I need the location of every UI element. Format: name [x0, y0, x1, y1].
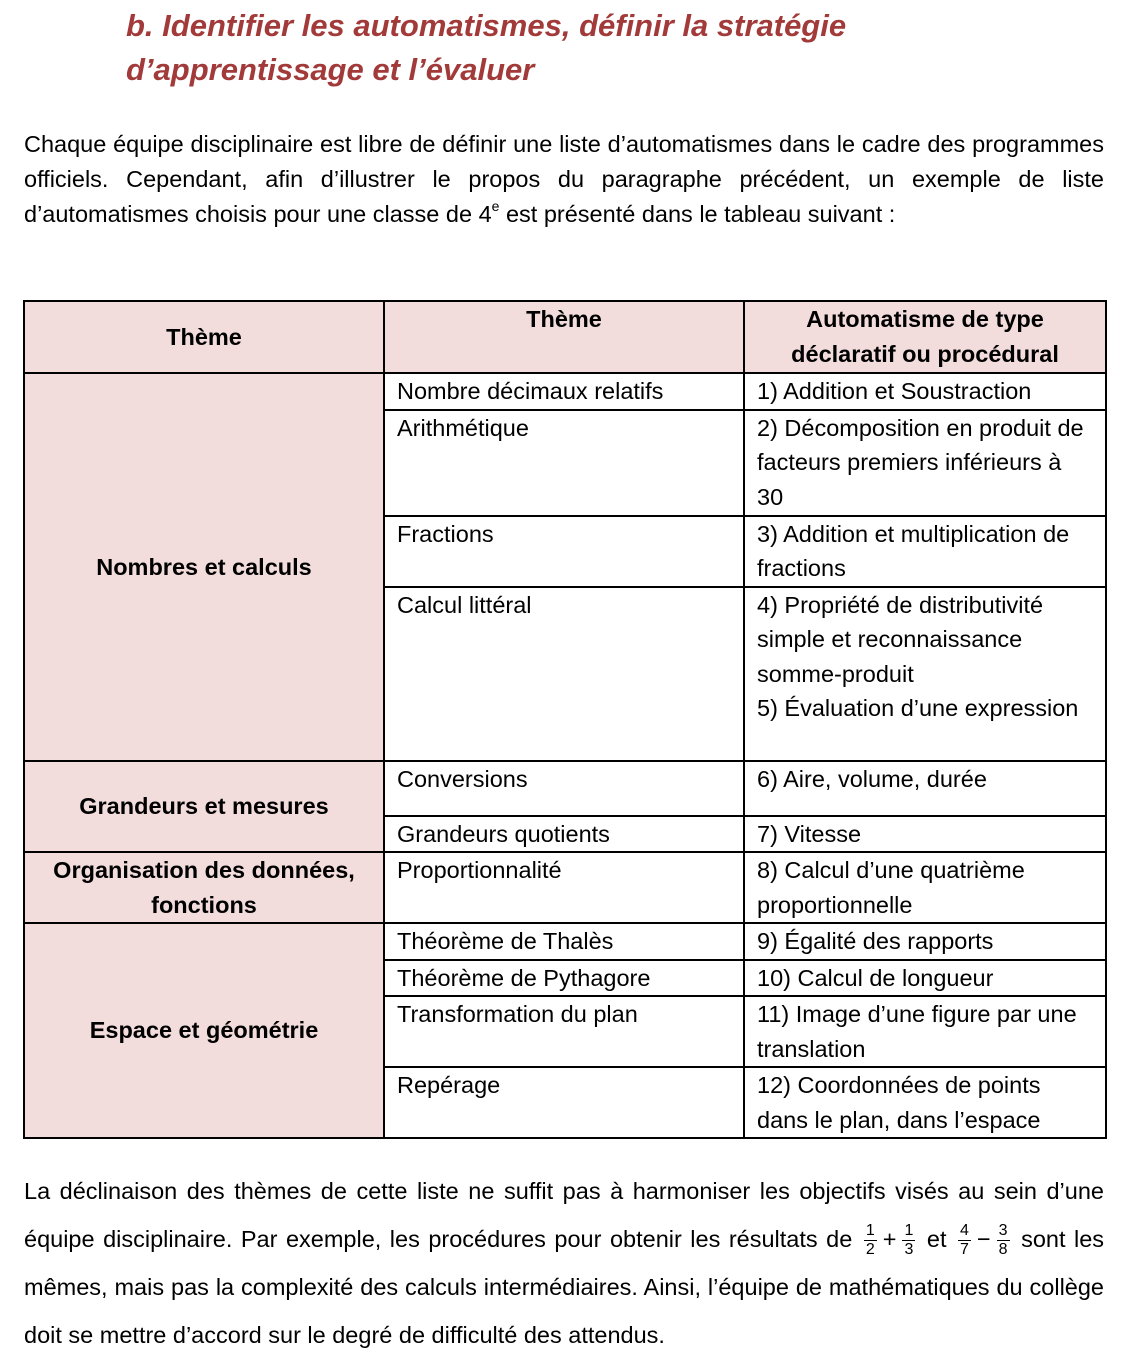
fraction-4-7: $\frac{4}{7}$ [960, 1222, 969, 1259]
theme-cell: Calcul littéral [384, 587, 744, 761]
table-row [24, 852, 1106, 923]
fraction-1-2: $\frac{1}{2}$ [865, 1222, 875, 1259]
ordinal-superscript: e [491, 198, 500, 215]
fraction-3-8: $\frac{3}{8}$ [998, 1222, 1008, 1259]
domain-organisation-donnees: Organisation des données, fonctions [24, 852, 384, 923]
outro-paragraph [24, 1167, 1104, 1359]
heading-line-2: d’apprentissage et l’évaluer [126, 52, 535, 87]
outro-text: La déclinaison des thèmes de cette liste ne suffit pas à harmoniser les objectifs visés au sein d’une équipe disciplinaire. Par exemple, les procédures pour obtenir les résultats de [24, 1178, 1104, 1252]
automatism-cell: 11) Image d’une figure par une translation [744, 996, 1106, 1067]
automatism-cell: 12) Coordonnées de points dans le plan, dans l’espace [744, 1067, 1106, 1138]
intro-text-end: est présenté dans le tableau suivant : [499, 201, 896, 227]
automatism-cell: 9) Égalité des rapports [744, 923, 1106, 960]
theme-cell: Proportionnalité [384, 852, 744, 923]
header-domain: Thème [24, 301, 384, 373]
intro-paragraph [24, 127, 1104, 232]
fraction-1-3: $\frac{1}{3}$ [904, 1222, 914, 1259]
section-heading [126, 4, 1026, 92]
theme-cell: Transformation du plan [384, 996, 744, 1067]
theme-cell: Fractions [384, 516, 744, 587]
automatism-cell [744, 587, 1106, 761]
theme-cell: Conversions [384, 761, 744, 816]
minus-sign: − [976, 1226, 991, 1252]
domain-grandeurs-mesures: Grandeurs et mesures [24, 761, 384, 853]
intro-text: Chaque équipe disciplinaire est libre de définir une liste d’automatismes dans le cadre des programmes officiels. Cependant, afin d’illustrer le propos du paragraphe précédent, un exemple de liste d’automatismes choisis pour une classe de 4 [24, 131, 1104, 227]
outro-text-end: sont les mêmes, mais pas la complexité des calculs intermédiaires. Ainsi, l’équipe de mathématiques du collège doit se mettre d’accord sur le degré de difficulté des attendus. [24, 1226, 1105, 1348]
automatisms-table [23, 300, 1107, 1139]
automatism-cell: 1) Addition et Soustraction [744, 373, 1106, 410]
automatism-item: 4) Propriété de distributivité simple et reconnaissance somme-produit [757, 591, 1044, 687]
automatism-cell: 7) Vitesse [744, 816, 1106, 853]
domain-nombres-calculs: Nombres et calculs [24, 373, 384, 761]
theme-cell: Repérage [384, 1067, 744, 1138]
theme-cell: Grandeurs quotients [384, 816, 744, 853]
domain-espace-geometrie: Espace et géométrie [24, 923, 384, 1138]
plus-sign: + [882, 1226, 897, 1252]
automatism-cell: 8) Calcul d’une quatrième proportionnelle [744, 852, 1106, 923]
automatism-item: 5) Évaluation d’une expression [757, 695, 1079, 721]
automatism-cell: 10) Calcul de longueur [744, 960, 1106, 997]
theme-cell: Nombre décimaux relatifs [384, 373, 744, 410]
automatism-cell: 6) Aire, volume, durée [744, 761, 1106, 816]
automatism-cell: 2) Décomposition en produit de facteurs premiers inférieurs à 30 [744, 410, 1106, 516]
automatism-cell: 3) Addition et multiplication de fractions [744, 516, 1106, 587]
table-row [24, 761, 1106, 816]
table-row [24, 923, 1106, 960]
table-header-row [24, 301, 1106, 373]
conjunction-et: et [926, 1226, 947, 1252]
table-row [24, 373, 1106, 410]
theme-cell: Arithmétique [384, 410, 744, 516]
header-theme: Thème [384, 301, 744, 373]
header-automatism: Automatisme de type déclaratif ou procédural [744, 301, 1106, 373]
heading-line-1: b. Identifier les automatismes, définir la stratégie [126, 8, 847, 43]
theme-cell: Théorème de Thalès [384, 923, 744, 960]
theme-cell: Théorème de Pythagore [384, 960, 744, 997]
